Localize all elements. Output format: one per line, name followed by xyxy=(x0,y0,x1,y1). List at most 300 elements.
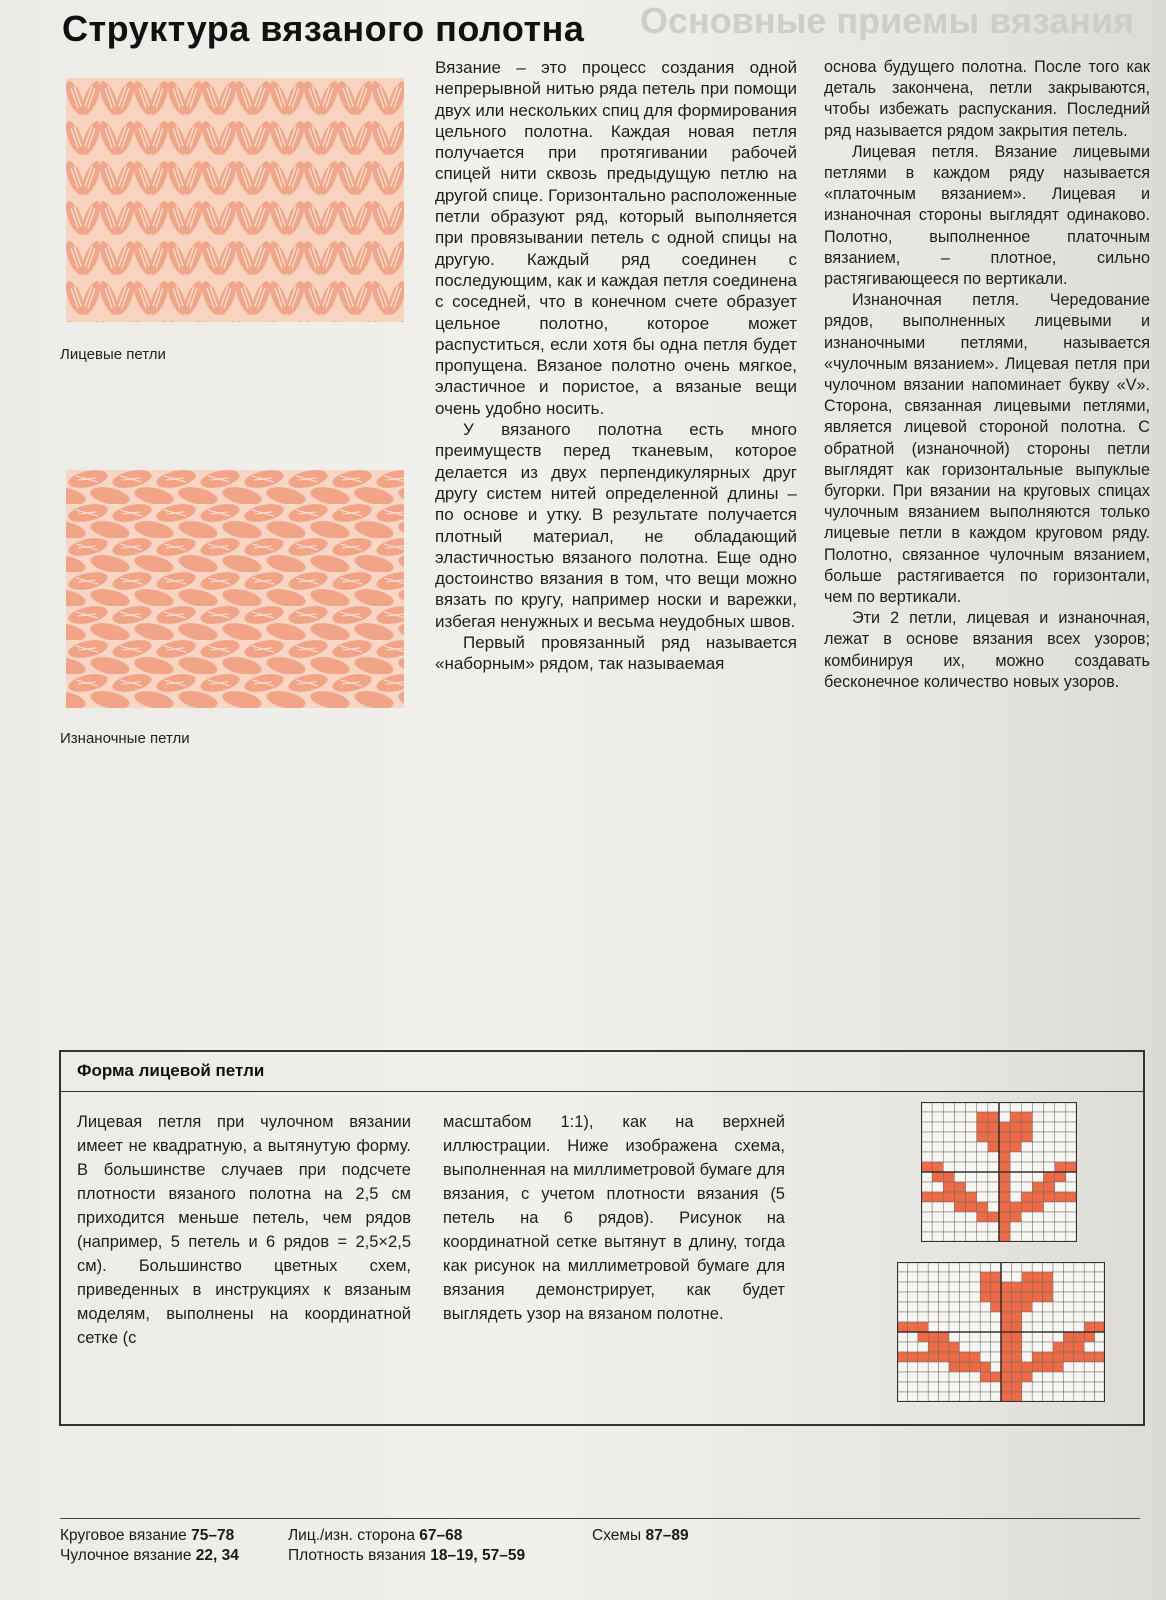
chart-cell xyxy=(928,1322,938,1332)
chart-cell xyxy=(943,1172,954,1182)
chart-cell xyxy=(1032,1162,1043,1172)
chart-cell xyxy=(932,1192,943,1202)
chart-cell xyxy=(954,1122,965,1132)
chart-cell xyxy=(1044,1112,1055,1122)
chart-cell xyxy=(943,1182,954,1192)
chart-cell xyxy=(1032,1142,1043,1152)
chart-cell xyxy=(977,1102,988,1112)
chart-cell xyxy=(1010,1132,1021,1142)
chart-cell xyxy=(932,1122,943,1132)
chart-cell xyxy=(1043,1322,1053,1332)
chart-cell xyxy=(1011,1372,1021,1382)
chart-cell xyxy=(943,1222,954,1232)
chart-cell xyxy=(988,1172,999,1182)
chart-cell xyxy=(1001,1382,1011,1392)
chart-cell xyxy=(907,1392,917,1402)
chart-cell xyxy=(966,1222,977,1232)
chart-cell xyxy=(999,1162,1010,1172)
chart-cell xyxy=(966,1102,977,1112)
chart-cell xyxy=(1022,1262,1032,1272)
paragraph: Лицевая петля. Вязание лицевыми петлями в каждом ряду называется «платочным вязанием». Лицевая и изнаночная стороны выглядят одинаково. Полотно, выполненное платочным вязанием, – плотное, сильно растягивающееся по вертикали. xyxy=(824,142,1150,289)
chart-cell xyxy=(897,1392,907,1402)
info-box-text-right xyxy=(443,1110,785,1326)
footer-rule xyxy=(60,1518,1140,1519)
chart-cell xyxy=(1022,1382,1032,1392)
chart-cell xyxy=(954,1232,965,1242)
chart-cell xyxy=(939,1372,949,1382)
chart-cell xyxy=(1063,1272,1073,1282)
chart-cell xyxy=(939,1362,949,1372)
chart-cell xyxy=(1055,1142,1066,1152)
chart-cell xyxy=(918,1322,928,1332)
chart-cell xyxy=(1055,1112,1066,1122)
chart-cell xyxy=(1021,1172,1032,1182)
chart-cell xyxy=(999,1232,1010,1242)
chart-cell xyxy=(1063,1392,1073,1402)
chart-cell xyxy=(1022,1352,1032,1362)
chart-cell xyxy=(1022,1302,1032,1312)
info-box-header xyxy=(61,1052,1143,1092)
paragraph: У вязаного полотна есть много преимуществ перед тканевым, которое делается из двух перпендикулярных друг другу систем нитей определенной длины – по основе и утку. В результате получается плотный материал, не обладающий эластичностью вязаного полотна. Еще одно достоинство вязания в том, что вещи можно вязать по кругу, например носки и варежки, избегая ненужных и весьма неудобных швов. xyxy=(435,420,797,631)
chart-cell xyxy=(1084,1302,1094,1312)
chart-cell xyxy=(1032,1232,1043,1242)
chart-cell xyxy=(907,1382,917,1392)
chart-cell xyxy=(988,1182,999,1192)
chart-cell xyxy=(918,1272,928,1282)
chart-cell xyxy=(921,1172,932,1182)
chart-cell xyxy=(1055,1212,1066,1222)
chart-cell xyxy=(1043,1332,1053,1342)
chart-cell xyxy=(928,1292,938,1302)
chart-cell xyxy=(907,1352,917,1362)
chart-cell xyxy=(1074,1382,1084,1392)
chart-cell xyxy=(1053,1392,1063,1402)
chart-cell xyxy=(1074,1342,1084,1352)
chart-cell xyxy=(970,1262,980,1272)
chart-cell xyxy=(1044,1152,1055,1162)
paragraph: Лицевая петля при чулочном вязании имеет не квадратную, а вытянутую форму. В большинстве случаев при подсчете плотности вязаного полотна на 2,5 см приходится меньше петель, чем рядов (например, 5 петель и 6 рядов = 2,5×2,5 см). Большинство цветных схем, приведенных в инструкциях к вязаным моделям, выполнены на координатной сетке (с xyxy=(77,1113,411,1347)
chart-cell xyxy=(918,1292,928,1302)
chart-cell xyxy=(991,1312,1001,1322)
chart-cell xyxy=(980,1292,990,1302)
chart-cell xyxy=(928,1342,938,1352)
chart-cell xyxy=(897,1302,907,1312)
chart-cell xyxy=(999,1122,1010,1132)
chart-cell xyxy=(1053,1322,1063,1332)
chart-cell xyxy=(932,1172,943,1182)
chart-cell xyxy=(1001,1312,1011,1322)
chart-cell xyxy=(907,1312,917,1322)
chart-cell xyxy=(959,1332,969,1342)
chart-cell xyxy=(921,1192,932,1202)
chart-cell xyxy=(1032,1272,1042,1282)
chart-cell xyxy=(1022,1272,1032,1282)
index-entry: Круговое вязание 75–78 xyxy=(60,1527,235,1544)
chart-cell xyxy=(980,1372,990,1382)
chart-cell xyxy=(921,1132,932,1142)
chart-cell xyxy=(980,1282,990,1292)
chart-cell xyxy=(959,1292,969,1302)
chart-cell xyxy=(939,1392,949,1402)
chart-cell xyxy=(1011,1282,1021,1292)
chart-cell xyxy=(966,1142,977,1152)
chart-cell xyxy=(988,1212,999,1222)
footer-index-col1 xyxy=(60,1526,239,1566)
chart-cell xyxy=(954,1212,965,1222)
chart-cell xyxy=(1010,1122,1021,1132)
chart-cell xyxy=(1063,1372,1073,1382)
chart-cell xyxy=(991,1332,1001,1342)
chart-cell xyxy=(921,1122,932,1132)
chart-cell xyxy=(977,1192,988,1202)
info-box-title: Форма лицевой петли xyxy=(77,1061,265,1080)
chart-cell xyxy=(970,1302,980,1312)
chart-cell xyxy=(1001,1392,1011,1402)
chart-cell xyxy=(966,1162,977,1172)
chart-cell xyxy=(1010,1202,1021,1212)
chart-cell xyxy=(932,1102,943,1112)
knit-stitches-image xyxy=(66,78,404,322)
chart-cell xyxy=(1063,1312,1073,1322)
chart-cell xyxy=(954,1172,965,1182)
chart-cell xyxy=(1021,1142,1032,1152)
paragraph: масштабом 1:1), как на верхней иллюстрации. Ниже изображена схема, выполненная на миллиметровой бумаге для вязания, с учетом плотности вязания (5 петель на 6 рядов). Рисунок на координатной сетке вытянут в длину, тогда как рисунок на миллиметровой бумаге для вязания демонстрирует, как будет выглядеть узор на вязаном полотне. xyxy=(443,1113,785,1323)
chart-cell xyxy=(1044,1172,1055,1182)
chart-cell xyxy=(1055,1222,1066,1232)
chart-cell xyxy=(1021,1112,1032,1122)
chart-cell xyxy=(1010,1212,1021,1222)
chart-cell xyxy=(1043,1352,1053,1362)
chart-cell xyxy=(1053,1282,1063,1292)
chart-cell xyxy=(1084,1292,1094,1302)
chart-cell xyxy=(966,1112,977,1122)
chart-cell xyxy=(991,1272,1001,1282)
chart-cell xyxy=(988,1112,999,1122)
chart-cell xyxy=(954,1202,965,1212)
chart-cell xyxy=(970,1312,980,1322)
chart-cell xyxy=(966,1172,977,1182)
chart-cell xyxy=(1095,1262,1105,1272)
chart-cell xyxy=(949,1262,959,1272)
chart-cell xyxy=(939,1302,949,1312)
chart-cell xyxy=(1074,1332,1084,1342)
chart-cell xyxy=(1032,1212,1043,1222)
paragraph: Вязание – это процесс создания одной непрерывной нитью ряда петель при помощи двух или нескольких спиц для формирования цельного полотна. Каждая новая петля получается при протягивании рабочей спицей нити сквозь предыдущую петлю на другой спице. Горизонтально расположенные петли образуют ряд, который выполняется при провязывании петель с одной спицы на другую. Каждый ряд соединен с последующим, как и каждая петля соединена с соседней, что в конечном счете образует цельное полотно, которое может распуститься, если хотя бы одна петля будет пропущена. Вязаное полотно очень мягкое, эластичное и пористое, а вязаные вещи очень удобно носить. xyxy=(435,58,797,418)
chart-cell xyxy=(959,1262,969,1272)
chart-cell xyxy=(949,1292,959,1302)
chart-cell xyxy=(999,1132,1010,1142)
chart-cell xyxy=(1095,1382,1105,1392)
chart-cell xyxy=(1053,1302,1063,1312)
chart-cell xyxy=(897,1362,907,1372)
chart-cell xyxy=(980,1382,990,1392)
chart-cell xyxy=(970,1272,980,1282)
chart-cell xyxy=(918,1312,928,1322)
chart-cell xyxy=(980,1362,990,1372)
chart-cell xyxy=(1044,1202,1055,1212)
chart-cell xyxy=(1010,1162,1021,1172)
chart-cell xyxy=(1055,1202,1066,1212)
chart-cell xyxy=(1011,1332,1021,1342)
chart-cell xyxy=(980,1312,990,1322)
chart-cell xyxy=(1001,1262,1011,1272)
chart-cell xyxy=(1095,1272,1105,1282)
chart-cell xyxy=(1066,1132,1077,1142)
chart-cell xyxy=(999,1192,1010,1202)
chart-cell xyxy=(907,1282,917,1292)
chart-cell xyxy=(977,1212,988,1222)
chart-cell xyxy=(999,1152,1010,1162)
chart-cell xyxy=(1032,1132,1043,1142)
chart-cell xyxy=(1055,1232,1066,1242)
chart-cell xyxy=(1032,1122,1043,1132)
chart-cell xyxy=(1055,1122,1066,1132)
chart-cell xyxy=(1053,1332,1063,1342)
chart-cell xyxy=(939,1312,949,1322)
chart-cell xyxy=(1074,1272,1084,1282)
chart-cell xyxy=(921,1222,932,1232)
chart-cell xyxy=(932,1152,943,1162)
chart-cell xyxy=(939,1332,949,1342)
chart-cell xyxy=(949,1382,959,1392)
chart-cell xyxy=(959,1272,969,1282)
chart-cell xyxy=(1032,1332,1042,1342)
chart-cell xyxy=(943,1112,954,1122)
chart-cell xyxy=(1043,1382,1053,1392)
chart-cell xyxy=(991,1372,1001,1382)
chart-cell xyxy=(918,1332,928,1342)
chart-cell xyxy=(1044,1142,1055,1152)
chart-cell xyxy=(897,1262,907,1272)
chart-cell xyxy=(1066,1152,1077,1162)
chart-cell xyxy=(1032,1362,1042,1372)
chart-cell xyxy=(1084,1282,1094,1292)
index-entry: Плотность вязания 18–19, 57–59 xyxy=(288,1547,526,1564)
chart-cell xyxy=(1011,1382,1021,1392)
chart-cell xyxy=(928,1262,938,1272)
chart-cell xyxy=(939,1282,949,1292)
chart-cell xyxy=(1063,1302,1073,1312)
chart-cell xyxy=(959,1342,969,1352)
chart-cell xyxy=(1063,1382,1073,1392)
chart-cell xyxy=(1011,1272,1021,1282)
chart-cell xyxy=(928,1332,938,1342)
chart-cell xyxy=(1001,1302,1011,1312)
chart-cell xyxy=(1066,1192,1077,1202)
chart-cell xyxy=(949,1392,959,1402)
chart-cell xyxy=(966,1202,977,1212)
chart-cell xyxy=(954,1192,965,1202)
chart-cell xyxy=(1022,1392,1032,1402)
chart-cell xyxy=(1055,1172,1066,1182)
chart-cell xyxy=(1043,1312,1053,1322)
chart-cell xyxy=(991,1382,1001,1392)
chart-cell xyxy=(897,1332,907,1342)
chart-cell xyxy=(1055,1162,1066,1172)
chart-cell xyxy=(949,1282,959,1292)
chart-cell xyxy=(918,1342,928,1352)
chart-cell xyxy=(921,1202,932,1212)
chart-cell xyxy=(1022,1312,1032,1322)
chart-cell xyxy=(918,1282,928,1292)
chart-cell xyxy=(1011,1322,1021,1332)
purl-stitches-image xyxy=(66,470,404,708)
chart-cell xyxy=(939,1272,949,1282)
chart-cell xyxy=(949,1322,959,1332)
chart-cell xyxy=(999,1112,1010,1122)
chart-cell xyxy=(1095,1292,1105,1302)
chart-cell xyxy=(1084,1382,1094,1392)
chart-cell xyxy=(897,1282,907,1292)
chart-cell xyxy=(1011,1362,1021,1372)
chart-cell xyxy=(1021,1182,1032,1192)
chart-cell xyxy=(949,1332,959,1342)
chart-cell xyxy=(1011,1302,1021,1312)
chart-cell xyxy=(977,1182,988,1192)
chart-cell xyxy=(1066,1112,1077,1122)
chart-cell xyxy=(1044,1132,1055,1142)
chart-cell xyxy=(1032,1312,1042,1322)
chart-cell xyxy=(980,1392,990,1402)
chart-cell xyxy=(1032,1392,1042,1402)
chart-cell xyxy=(954,1102,965,1112)
chart-cell xyxy=(1074,1262,1084,1272)
chart-cell xyxy=(999,1222,1010,1232)
chart-cell xyxy=(999,1182,1010,1192)
chart-cell xyxy=(932,1232,943,1242)
chart-cell xyxy=(970,1292,980,1302)
chart-cell xyxy=(897,1352,907,1362)
chart-cell xyxy=(1084,1372,1094,1382)
chart-cell xyxy=(1021,1212,1032,1222)
chart-cell xyxy=(921,1112,932,1122)
chart-cell xyxy=(1032,1202,1043,1212)
chart-cell xyxy=(1010,1172,1021,1182)
chart-cell xyxy=(977,1202,988,1212)
chart-cell xyxy=(1063,1342,1073,1352)
chart-cell xyxy=(1022,1292,1032,1302)
chart-cell xyxy=(959,1282,969,1292)
index-entry: Лиц./изн. сторона 67–68 xyxy=(288,1527,463,1544)
chart-cell xyxy=(1021,1202,1032,1212)
chart-cell xyxy=(1032,1322,1042,1332)
chart-cell xyxy=(918,1262,928,1272)
chart-cell xyxy=(918,1352,928,1362)
chart-cell xyxy=(897,1312,907,1322)
chart-cell xyxy=(991,1322,1001,1332)
chart-cell xyxy=(1010,1152,1021,1162)
chart-cell xyxy=(1032,1192,1043,1202)
chart-cell xyxy=(970,1322,980,1332)
show-through-header: Основные приемы вязания xyxy=(640,0,1135,41)
chart-cell xyxy=(966,1182,977,1192)
chart-cell xyxy=(954,1142,965,1152)
chart-cell xyxy=(1053,1352,1063,1362)
chart-cell xyxy=(988,1222,999,1232)
chart-cell xyxy=(1011,1262,1021,1272)
chart-cell xyxy=(991,1362,1001,1372)
chart-cell xyxy=(1011,1292,1021,1302)
chart-cell xyxy=(932,1142,943,1152)
chart-cell xyxy=(988,1232,999,1242)
chart-cell xyxy=(943,1142,954,1152)
chart-cell xyxy=(897,1382,907,1392)
chart-cell xyxy=(939,1342,949,1352)
chart-cell xyxy=(1011,1312,1021,1322)
footer-index-col2 xyxy=(288,1526,525,1566)
chart-cell xyxy=(921,1152,932,1162)
paragraph: основа будущего полотна. После того как деталь закончена, петли закрываются, чтобы избежать распускания. Последний ряд называется рядом закрытия петель. xyxy=(824,58,1150,140)
chart-cell xyxy=(897,1342,907,1352)
chart-cell xyxy=(980,1262,990,1272)
chart-cell xyxy=(928,1392,938,1402)
chart-cell xyxy=(959,1302,969,1312)
chart-cell xyxy=(1044,1162,1055,1172)
chart-cell xyxy=(991,1292,1001,1302)
chart-cell xyxy=(988,1162,999,1172)
chart-cell xyxy=(970,1282,980,1292)
chart-cell xyxy=(1032,1372,1042,1382)
chart-cell xyxy=(959,1372,969,1382)
chart-cell xyxy=(1053,1312,1063,1322)
chart-cell xyxy=(1043,1342,1053,1352)
chart-cell xyxy=(932,1162,943,1172)
chart-cell xyxy=(1074,1282,1084,1292)
chart-cell xyxy=(1044,1222,1055,1232)
chart-cell xyxy=(1011,1352,1021,1362)
chart-cell xyxy=(1063,1292,1073,1302)
chart-cell xyxy=(1063,1282,1073,1292)
chart-cell xyxy=(1055,1102,1066,1112)
chart-cell xyxy=(918,1372,928,1382)
chart-cell xyxy=(1095,1282,1105,1292)
chart-cell xyxy=(928,1272,938,1282)
chart-cell xyxy=(1084,1272,1094,1282)
chart-cell xyxy=(977,1122,988,1132)
chart-cell xyxy=(988,1132,999,1142)
chart-cell xyxy=(977,1172,988,1182)
chart-cell xyxy=(970,1382,980,1392)
info-box xyxy=(59,1050,1145,1426)
chart-cell xyxy=(943,1202,954,1212)
paragraph: Изнаночная петля. Чередование рядов, выполненных лицевыми и изнаночными петлями, называется «чулочным вязанием». Лицевая петля при чулочном вязании напоминает букву «V». Сторона, связанная лицевыми петлями, является лицевой стороной полотна. С обратной (изнаночной) стороны петли выглядят как горизонтальные выпуклые бугорки. При вязании на круговых спицах чулочным вязанием выполняются только лицевые петли в каждом круговом ряду. Полотно, связанное чулочным вязанием, больше растягивается по горизонтали, чем по вертикали. xyxy=(824,291,1150,607)
chart-cell xyxy=(1001,1372,1011,1382)
chart-cell xyxy=(907,1302,917,1312)
chart-cell xyxy=(1084,1332,1094,1342)
chart-cell xyxy=(954,1222,965,1232)
chart-cell xyxy=(1010,1102,1021,1112)
chart-cell xyxy=(1095,1302,1105,1312)
chart-cell xyxy=(1032,1172,1043,1182)
purl-stitches-photo xyxy=(66,470,404,708)
chart-cell xyxy=(1095,1312,1105,1322)
chart-cell xyxy=(1032,1152,1043,1162)
chart-cell xyxy=(1066,1232,1077,1242)
chart-cell xyxy=(1055,1182,1066,1192)
chart-cell xyxy=(999,1212,1010,1222)
chart-cell xyxy=(980,1342,990,1352)
chart-cell xyxy=(921,1142,932,1152)
chart-cell xyxy=(1021,1152,1032,1162)
chart-cell xyxy=(1001,1282,1011,1292)
chart-cell xyxy=(932,1182,943,1192)
chart-cell xyxy=(1055,1152,1066,1162)
chart-cell xyxy=(1032,1222,1043,1232)
chart-cell xyxy=(999,1102,1010,1112)
chart-cell xyxy=(988,1122,999,1132)
chart-cell xyxy=(949,1272,959,1282)
tulip-chart-square-grid xyxy=(921,1102,1077,1242)
